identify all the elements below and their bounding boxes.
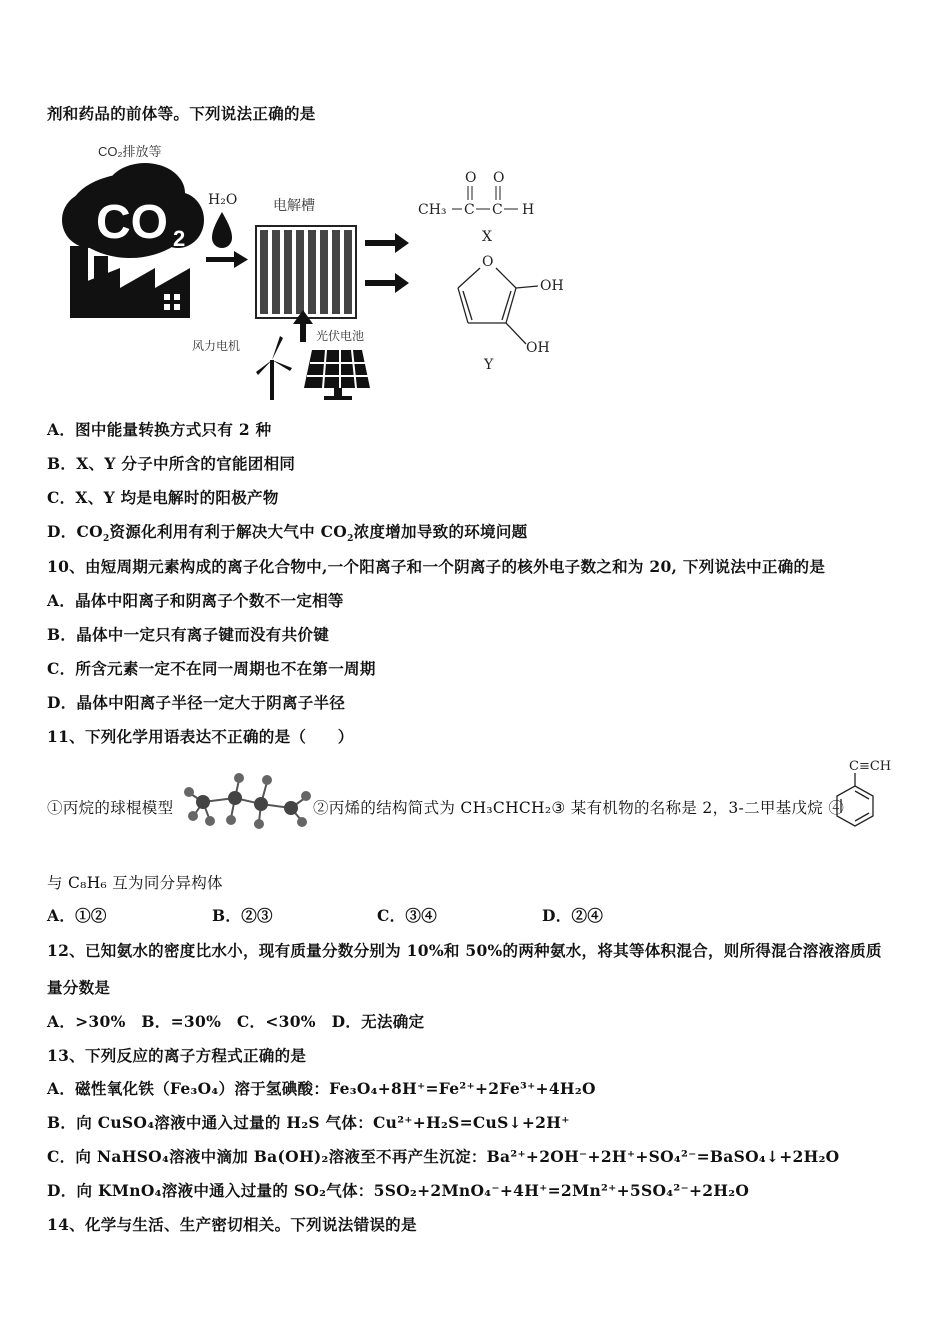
- co2-big-sub: 2: [173, 226, 186, 251]
- q11-stem: 11、下列化学用语表达不正确的是（ ）: [47, 727, 354, 746]
- y-oh2: OH: [526, 340, 550, 356]
- co2-electrolysis-figure: [60, 138, 580, 408]
- h2o-label: H₂O: [208, 192, 238, 208]
- y-oh1: OH: [540, 278, 564, 294]
- solar-panel-label: 光伏电池: [316, 329, 365, 343]
- q13-option-d: D．向 KMnO₄溶液中通入过量的 SO₂气体：5SO₂+2MnO₄⁻+4H⁺=2Mn²⁺+5SO₄²⁻+2H₂O: [47, 1181, 750, 1200]
- wind-turbine-icon: [256, 336, 292, 400]
- phenylacetylene-icon: [827, 756, 907, 832]
- wind-turbine-label: 风力电机: [192, 339, 241, 353]
- figure-svg: [60, 138, 580, 408]
- solar-panel-icon: [304, 350, 370, 400]
- q9-d-suffix: 浓度增加导致的环境问题: [353, 522, 528, 541]
- q13-stem: 13、下列反应的离子方程式正确的是: [47, 1046, 307, 1065]
- q10-option-b: B．晶体中一定只有离子键而没有共价键: [47, 625, 330, 644]
- q11-tail: 与 C₈H₆ 互为同分异构体: [47, 874, 223, 892]
- x-h: H: [522, 202, 535, 218]
- q12-stem-line1: 12、已知氨水的密度比水小，现有质量分数分别为 10%和 50%的两种氨水，将其等体积混合，则所得混合溶液溶质质: [47, 941, 882, 960]
- q11-item2: ②丙烯的结构简式为 CH₃CHCH₂③ 某有机物的名称是 2，3-二甲基戊烷 ④: [313, 799, 845, 817]
- x-label: X: [482, 229, 492, 245]
- co2-big-text: CO: [96, 196, 168, 249]
- q11-options: [47, 904, 603, 926]
- y-label: Y: [484, 357, 494, 373]
- q10-option-a: A．晶体中阳离子和阴离子个数不一定相等: [47, 591, 344, 610]
- q12-stem-line2: 量分数是: [47, 978, 111, 997]
- output-arrow-x-icon: [365, 233, 409, 253]
- q10-stem: 10、由短周期元素构成的离子化合物中,一个阳离子和一个阴离子的核外电子数之和为 20, 下列说法中正确的是: [47, 557, 826, 576]
- q11-opt-a: A．①②: [47, 906, 107, 925]
- x-c2: C: [492, 202, 503, 218]
- co2-emission-label: CO₂排放等: [98, 144, 162, 159]
- q9-option-d: D．$CO_2$资源化利用有利于解决大气中 $CO_2$浓度增加导致的环境问题: [47, 522, 528, 545]
- q10-option-d: D．晶体中阳离子半径一定大于阴离子半径: [47, 693, 346, 712]
- phenylacetylene-label: C≡CH: [849, 759, 892, 774]
- q10-option-c: C．所含元素一定不在同一周期也不在第一周期: [47, 659, 376, 678]
- propane-ball-stick-icon: [183, 768, 313, 830]
- q9-d-mid: 资源化利用有利于解决大气中 CO: [109, 522, 348, 541]
- molecule-x: [418, 170, 534, 245]
- output-arrow-y-icon: [365, 273, 409, 293]
- q9-d-prefix: D．CO: [47, 522, 103, 541]
- q11-item1: ①丙烷的球棍模型: [47, 799, 174, 817]
- q9-option-a: A．图中能量转换方式只有 2 种: [47, 420, 272, 439]
- q13-option-c: C．向 NaHSO₄溶液中滴加 Ba(OH)₂溶液至不再产生沉淀：Ba²⁺+2OH⁻+2H⁺+SO₄²⁻=BaSO₄↓+2H₂O: [47, 1147, 840, 1166]
- q9-option-c: C．X、Y 均是电解时的阳极产物: [47, 488, 279, 507]
- q11-opt-b: B．②③: [212, 906, 273, 925]
- x-ch3: CH₃: [418, 202, 447, 218]
- q9-option-b: B．X、Y 分子中所含的官能团相同: [47, 454, 296, 473]
- y-o: O: [482, 254, 494, 270]
- x-o1: O: [465, 170, 477, 186]
- arrow-into-cell-icon: [206, 251, 248, 268]
- q11-items-row: [47, 760, 907, 840]
- q11-opt-c: C．③④: [377, 906, 438, 925]
- x-c1: C: [464, 202, 475, 218]
- molecule-y: [458, 254, 564, 373]
- q13-option-b: B．向 CuSO₄溶液中通入过量的 H₂S 气体：Cu²⁺+H₂S=CuS↓+2H⁺: [47, 1113, 570, 1132]
- q11-opt-d: D．②④: [542, 906, 604, 925]
- water-drop-icon: [212, 212, 232, 248]
- electrolysis-cell-label: 电解槽: [273, 197, 315, 213]
- electrolysis-cell-icon: [256, 226, 356, 318]
- q14-stem: 14、化学与生活、生产密切相关。下列说法错误的是: [47, 1215, 417, 1234]
- intro-text: 剂和药品的前体等。下列说法正确的是: [47, 104, 316, 123]
- x-o2: O: [493, 170, 505, 186]
- q13-option-a: A．磁性氧化铁（Fe₃O₄）溶于氢碘酸：Fe₃O₄+8H⁺=Fe²⁺+2Fe³⁺+4H₂O: [47, 1079, 596, 1098]
- q12-options: A．>30% B．=30% C．<30% D．无法确定: [47, 1012, 425, 1031]
